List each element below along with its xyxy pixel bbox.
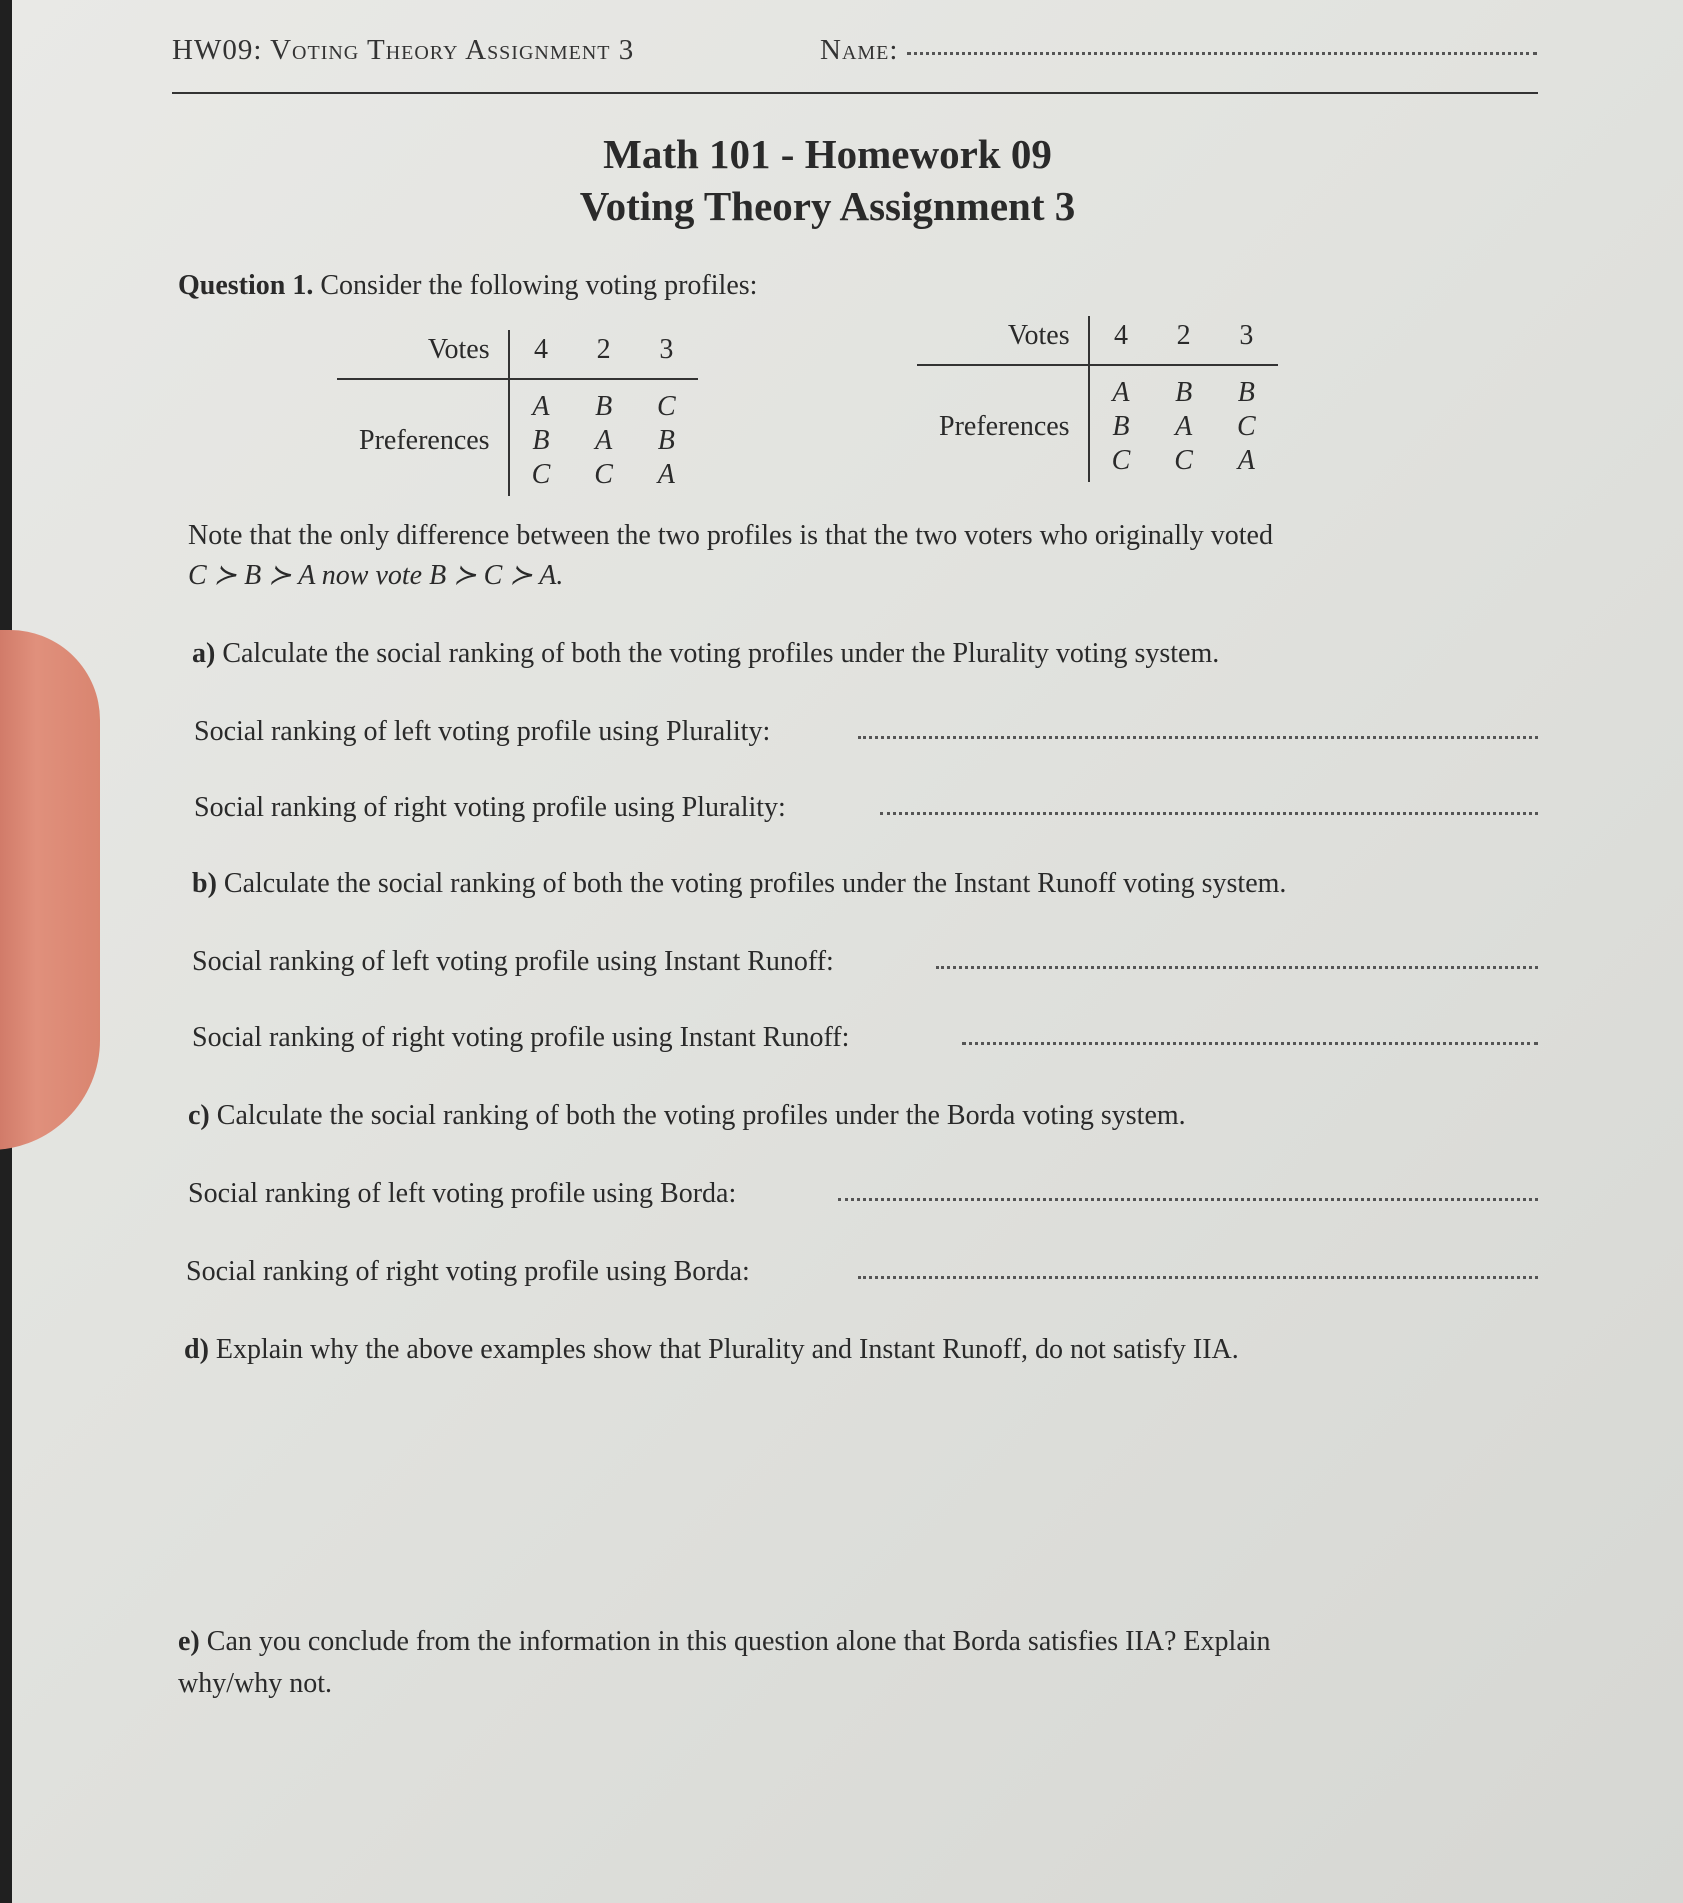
paper-sheet xyxy=(12,0,1683,1903)
right-profile-table xyxy=(917,316,1278,482)
part-e-answer-area[interactable] xyxy=(178,1720,1538,1890)
candidate: A xyxy=(657,459,675,490)
page-subtitle: Voting Theory Assignment 3 xyxy=(579,183,1076,229)
part-d-label: d) xyxy=(184,1334,209,1365)
candidate: C xyxy=(1174,445,1193,476)
candidate: A xyxy=(532,391,550,422)
part-b-text: Calculate the social ranking of both the voting profiles under the Instant Runoff voting system. xyxy=(223,868,1287,899)
question-label: Question 1. xyxy=(178,270,314,301)
part-e-line-2: why/why not. xyxy=(178,1668,332,1699)
ranking-column xyxy=(1152,365,1215,482)
candidate: A xyxy=(595,425,613,456)
votes-row xyxy=(917,316,1278,365)
votes-label: Votes xyxy=(337,330,509,379)
candidate: C xyxy=(1236,411,1256,442)
votes-count: 2 xyxy=(596,334,611,365)
part-a-left-answer[interactable] xyxy=(858,736,1538,739)
ranking-column xyxy=(572,379,635,496)
votes-count: 3 xyxy=(659,334,674,365)
candidate: A xyxy=(1112,377,1130,408)
part-a-right-label: Social ranking of right voting profile using Plurality: xyxy=(194,792,786,823)
part-b xyxy=(192,868,1286,900)
name-label: Name: xyxy=(820,34,899,66)
part-b-left-label: Social ranking of left voting profile using Instant Runoff: xyxy=(192,946,834,977)
ranking-column xyxy=(635,379,698,496)
part-c-text: Calculate the social ranking of both the voting profiles under the Borda voting system. xyxy=(216,1100,1186,1131)
preferences-row xyxy=(917,365,1278,482)
candidate: B xyxy=(1112,411,1130,442)
ranking-column xyxy=(1215,365,1278,482)
name-field[interactable] xyxy=(907,52,1537,55)
candidate: C xyxy=(531,459,551,490)
part-d xyxy=(184,1334,1239,1366)
votes-count: 3 xyxy=(1239,320,1254,351)
part-a-label: a) xyxy=(192,638,216,669)
page-title: Math 101 - Homework 09 xyxy=(603,131,1052,177)
part-d-answer-area[interactable] xyxy=(184,1380,1544,1610)
part-b-label: b) xyxy=(192,868,217,899)
part-c-label: c) xyxy=(188,1100,210,1131)
part-d-text: Explain why the above examples show that Plurality and Instant Runoff, do not satisfy IIA. xyxy=(215,1334,1239,1365)
votes-row xyxy=(337,330,698,379)
part-c-right-answer[interactable] xyxy=(858,1276,1538,1279)
part-e-line-1 xyxy=(178,1626,1271,1658)
votes-label: Votes xyxy=(917,316,1089,365)
part-a-text: Calculate the social ranking of both the voting profiles under the Plurality voting system. xyxy=(222,638,1220,669)
part-e-label: e) xyxy=(178,1626,200,1657)
part-c-left-answer[interactable] xyxy=(838,1198,1538,1201)
candidate: B xyxy=(1175,377,1193,408)
ranking-column xyxy=(1089,365,1153,482)
assignment-header: HW09: Voting Theory Assignment 3 xyxy=(172,34,635,66)
note-line-2: C ≻ B ≻ A now vote B ≻ C ≻ A. xyxy=(188,560,564,591)
question-1 xyxy=(178,270,757,302)
votes-count: 2 xyxy=(1176,320,1191,351)
part-a-right-answer[interactable] xyxy=(880,812,1538,815)
part-c xyxy=(188,1100,1186,1132)
part-b-right-label: Social ranking of right voting profile using Instant Runoff: xyxy=(192,1022,850,1053)
candidate: B xyxy=(657,425,675,456)
note-line-1: Note that the only difference between the two profiles is that the two voters who originally voted xyxy=(188,520,1273,551)
left-profile-table xyxy=(337,330,698,496)
candidate: A xyxy=(1237,445,1255,476)
candidate: B xyxy=(1237,377,1255,408)
part-e-text: Can you conclude from the information in this question alone that Borda satisfies IIA? Explain xyxy=(206,1626,1271,1657)
candidate: B xyxy=(532,425,550,456)
part-a-left-label: Social ranking of left voting profile using Plurality: xyxy=(194,716,771,747)
part-b-left-answer[interactable] xyxy=(936,966,1538,969)
preferences-row xyxy=(337,379,698,496)
candidate: B xyxy=(595,391,613,422)
preferences-label: Preferences xyxy=(917,365,1089,482)
thumb xyxy=(0,630,100,1150)
candidate: C xyxy=(1111,445,1131,476)
preferences-label: Preferences xyxy=(337,379,509,496)
part-b-right-answer[interactable] xyxy=(962,1042,1538,1045)
ranking-column xyxy=(509,379,573,496)
part-c-left-label: Social ranking of left voting profile using Borda: xyxy=(188,1178,737,1209)
part-a xyxy=(192,638,1219,670)
votes-count: 4 xyxy=(1113,320,1128,351)
candidate: C xyxy=(594,459,613,490)
candidate: A xyxy=(1175,411,1193,442)
header-rule xyxy=(172,92,1538,94)
candidate: C xyxy=(656,391,676,422)
votes-count: 4 xyxy=(533,334,548,365)
question-text: Consider the following voting profiles: xyxy=(320,270,758,301)
part-c-right-label: Social ranking of right voting profile using Borda: xyxy=(186,1256,750,1287)
